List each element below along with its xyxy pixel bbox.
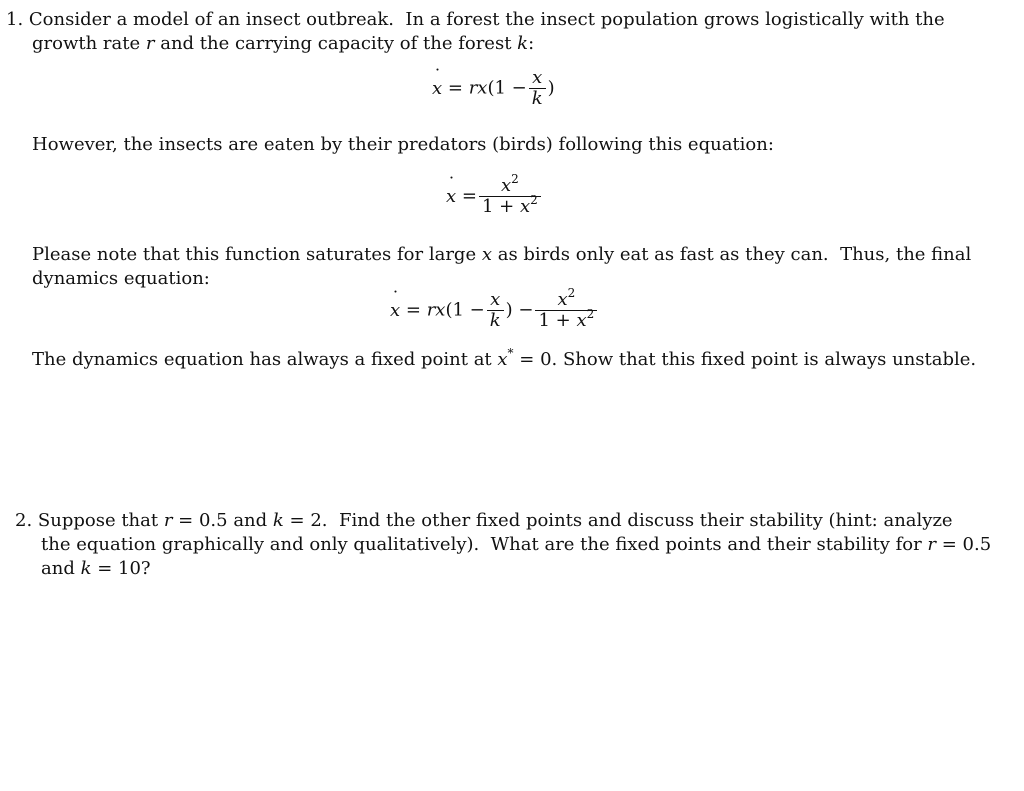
problem1-saturate-line1: Please note that this function saturates for large x as birds only eat as fast as they can. Thus, the final	[32, 244, 972, 265]
problem1-saturate-line2: dynamics equation:	[32, 268, 210, 289]
problem1-number: 1.	[6, 9, 24, 30]
problem1-intro-line2: growth rate r and the carrying capacity of the forest k:	[32, 33, 535, 54]
problem2-number: 2.	[15, 510, 33, 531]
problem2-line2: the equation graphically and only qualitatively). What are the fixed points and their stability for r = 0.5	[41, 534, 992, 555]
problem1-predator-text: However, the insects are eaten by their predators (birds) following this equation:	[32, 134, 774, 155]
equation-final-dynamics: ˙ x = rx(1 − $\frac{x}{k}$ ) − $\frac{x^2}{1 + x^2}$	[390, 290, 599, 331]
equation-logistic: ˙ x = rx(1 − $\frac{x}{k}$ )	[432, 68, 555, 109]
equation-predation: ˙ x = $\frac{x^2}{1 + x^2}$	[446, 176, 543, 217]
problem1-fixed-point-text: The dynamics equation has always a fixed point at x* = 0. Show that this fixed point is always unstable.	[32, 346, 977, 370]
problem2-line1: 2. Suppose that r = 0.5 and k = 2. Find the other fixed points and discuss their stability (hint: analyze	[15, 510, 953, 531]
problem1-intro-line1: 1. Consider a model of an insect outbreak. In a forest the insect population grows logistically with the	[6, 9, 945, 30]
problem2-line3: and k = 10?	[41, 558, 151, 579]
